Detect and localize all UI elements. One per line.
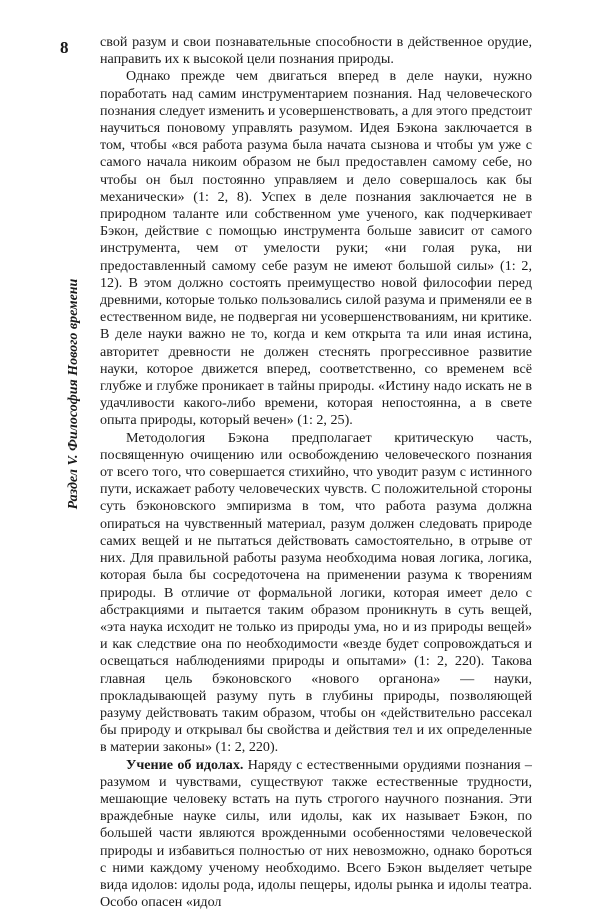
running-head: Раздел V. Философия Нового времени <box>66 278 81 510</box>
paragraph-idols <box>100 757 532 911</box>
paragraph-instrument: Однако прежде чем двигаться вперед в деле науки, нужно поработать над самим инструментарием познания. Над человеческого познания следует изменить и усовершенствовать, а для этого предстоит научиться поновому управлять разумом. Идея Бэкона заключается в том, чтобы «вся работа разума была начата сызнова и чтобы ум уже с самого начала никоим образом не был предоставлен самому себе, но чтобы он был постоянно управляем и дело совершалось как бы механически» (1: 2, 8). Успех в деле познания заключается не в природном таланте или собственном уме ученого, как подчеркивает Бэкон, действие с помощью инструмента больше зависит от самого инструмента, чем от умелости руки; «ни голая рука, ни предоставленный самому себе разум не имеют большой силы» (1: 2, 12). В этом должно состоять преимущество новой философии перед древними, которые только пользовались силой разума и применяли ее в естественном виде, не подвергая ни усовершенствованиям, ни критике. В деле науки важно не то, когда и кем открыта та или иная истина, авторитет древности не должен стеснять прогрессивное развитие науки, которое движется вперед, соответственно, со временем всё глубже и глубже проникает в тайны природы. «Истину надо искать не в удачливости какого-либо времени, которая непостоянна, а в свете опыта природы, который вечен» (1: 2, 25). <box>100 68 532 429</box>
paragraph-idols-text: Наряду с естественными орудиями познания – разумом и чувствами, существуют также естественные трудности, мешающие человеку встать на путь строгого научного познания. Эти враждебные науке силы, или идолы, как их называет Бэкон, по большей части являются врожденными особенностями человеческой природы и избавиться полностью от них невозможно, однако бороться с ними каждому ученому необходимо. Всего Бэкон выделяет четыре вида идолов: идолы рода, идолы пещеры, идолы рынка и идолы театра. Особо опасен «идол <box>100 756 532 911</box>
section-heading-idols: Учение об идолах. <box>126 756 244 773</box>
body-text <box>100 34 532 911</box>
paragraph-continuation: свой разум и свои познавательные способности в действенное орудие, направить их к высокой цели познания природы. <box>100 34 532 68</box>
paragraph-methodology: Методология Бэкона предполагает критическую часть, посвященную очищению или освобождению человеческого познания от всего того, что совершается стихийно, что уводит разум с истинного пути, искажает работу человеческих чувств. С положительной стороны суть бэконовского эмпиризма в том, что работа разума должна опираться на чувственный материал, разум должен следовать природе самих вещей и не пытаться действовать самостоятельно, в отрыве от них. Для правильной работы разума необходима новая логика, логика, которая была бы сосредоточена на применении разума к творениям природы. В отличие от формальной логики, которая имеет дело с абстракциями и пытается таким образом проникнуть в суть вещей, «эта наука исходит не только из природы ума, но и из природы вещей» и как следствие она по необходимости «везде будет сопровождаться и освещаться наблюдениями природы и опытами» (1: 2, 220). Такова главная цель бэконовского «нового органона» — науки, прокладывающей разуму путь в глубины природы, позволяющей разуму действовать таким образом, чтобы он «действительно рассекал бы природу и открывал бы свойства и действия тел и их определенные в материи законы» (1: 2, 220). <box>100 429 532 756</box>
page-number: 8 <box>60 38 69 57</box>
